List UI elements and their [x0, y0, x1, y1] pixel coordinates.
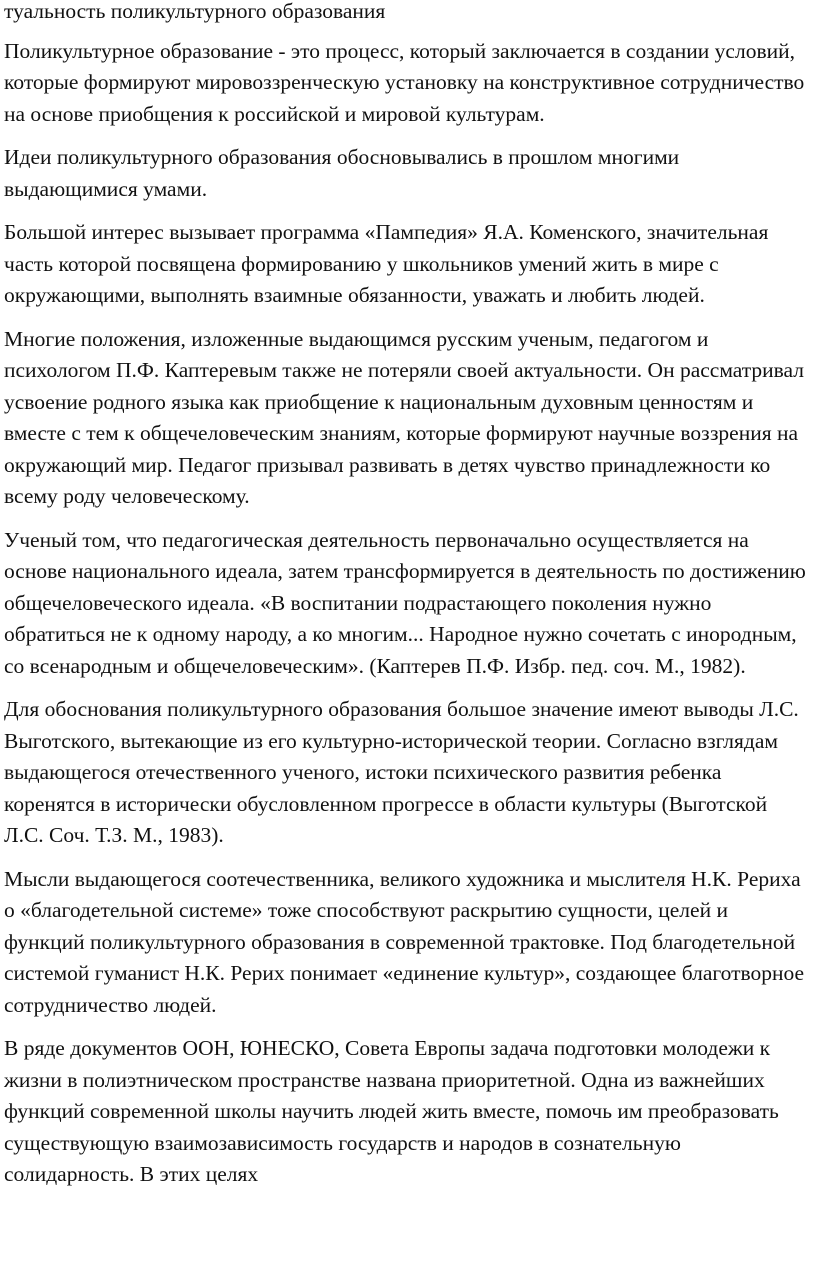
heading-fragment: туальность поликультурного образования — [4, 0, 386, 23]
paragraph-ideas: Идеи поликультурного образования обосновывались в прошлом многими выдающимися умами. — [4, 145, 680, 201]
paragraph-definition: Поликультурное образование - это процесс, который заключается в создании условий, которые формируют мировоззренческую установку на конструктивное сотрудничество на основе приобщения к российской и мировой культурам. — [4, 38, 805, 126]
paragraph-komensky: Большой интерес вызывает программа «Пампедия» Я.А. Коменского, значительная часть которой посвящена формированию у школьников умений жить в мире с окружающими, выполнять взаимные обязанности, уважать и любить людей. — [4, 220, 769, 307]
paragraph-kapterev: Многие положения, изложенные выдающимся русским ученым, педагогом и психологом П.Ф. Каптеревым также не потеряли своей актуальности. Он рассматривал усвоение родного языка как приобщение к национальным духовным ценностям и вместе с тем к общечеловеческим знаниям, которые формируют научные воззрения на окружающий мир. Педагог призывал развивать в детях чувство принадлежности ко всему роду человеческому. — [4, 326, 805, 508]
paragraph-roerich: Мысли выдающегося соотечественника, великого художника и мыслителя Н.К. Рериха о «благодетельной системе» тоже способствуют раскрытию сущности, целей и функций поликультурного образования в современной трактовке. Под благодетельной системой гуманист Н.К. Рерих понимает «единение культур», создающее благотворное сотрудничество людей. — [4, 866, 805, 1017]
paragraph-kapterev-quote: Ученый том, что педагогическая деятельность первоначально осуществляется на основе национального идеала, затем трансформируется в деятельность по достижению общечеловеческого идеала. «В воспитании подрастающего поколения нужно обратиться не к одному народу, а ко многим... Народное нужно сочетать с инородным, со всенародным и общечеловеческим». (Каптерев П.Ф. Избр. пед. соч. М., 1982). — [4, 527, 806, 678]
paragraph-vygotsky: Для обоснования поликультурного образования большое значение имеют выводы Л.С. Выготского, вытекающие из его культурно-исторической теории. Согласно взглядам выдающегося отечественного ученого, истоки психического развития ребенка коренятся в исторически обусловленном прогрессе в области культуры (Выготской Л.С. Соч. Т.З. М., 1983). — [4, 697, 799, 847]
document-page — [4, 0, 812, 1203]
paragraph-un-unesco: В ряде документов ООН, ЮНЕСКО, Совета Европы задача подготовки молодежи к жизни в полиэтническом пространстве названа приоритетной. Одна из важнейших функций современной школы научить людей жить вместе, помочь им преобразовать существующую взаимозависимость государств и народов в сознательную солидарность. В этих целях — [4, 1036, 779, 1186]
